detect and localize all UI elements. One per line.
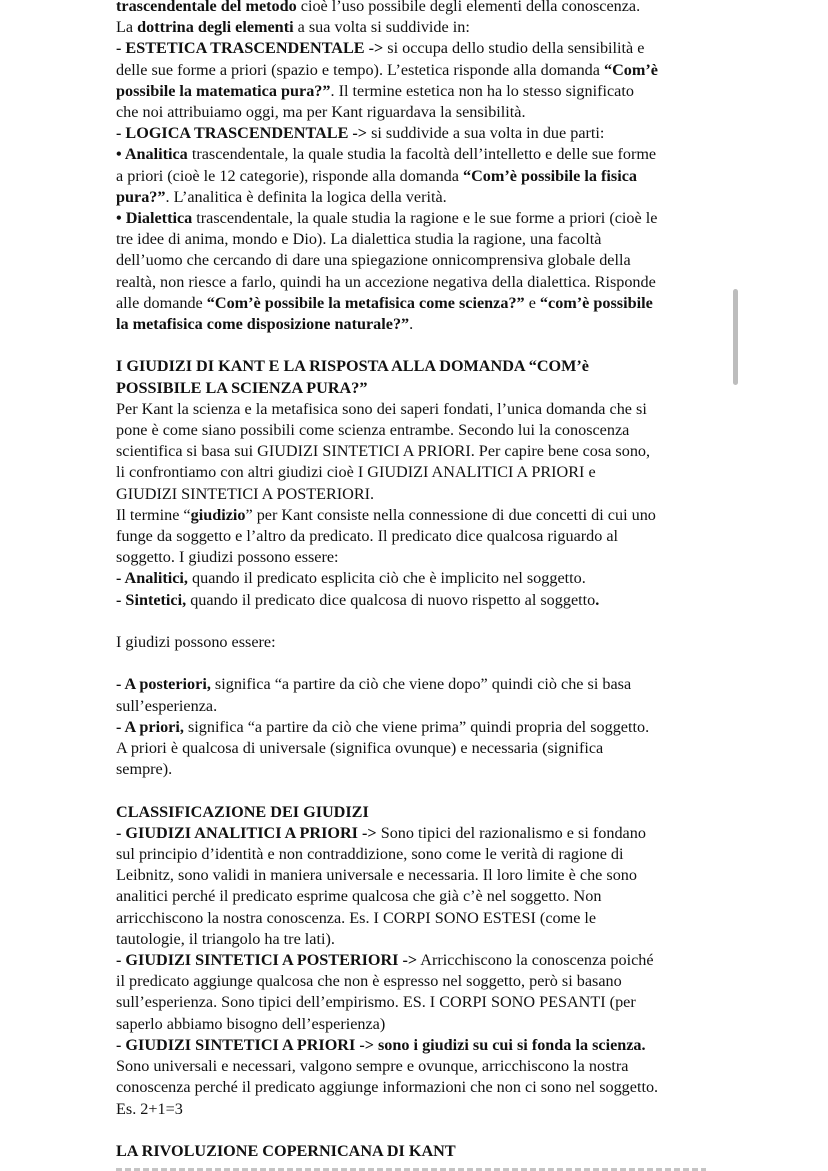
text-line (116, 208, 716, 229)
bold-term: possibile la matematica pura?” (116, 81, 331, 100)
text-line: funge da soggetto e l’altro da predicato. Il predicato dice qualcosa riguardo al (116, 527, 619, 546)
text-line (116, 293, 716, 314)
bold-term: - ESTETICA TRASCENDENTALE -> (116, 39, 384, 58)
text-line (116, 590, 716, 611)
bold-term: - GIUDIZI SINTETICI A POSTERIORI -> (116, 951, 418, 970)
document-page (116, 0, 716, 1162)
text-line: realtà, non riesce a farlo, quindi ha un accezione negativa della dialettica. Risponde (116, 272, 656, 291)
text-span: . (409, 315, 414, 334)
bold-term: - Analitici, (116, 569, 188, 588)
text-span: a priori (cioè le 12 categorie), risponde alla domanda (116, 166, 463, 185)
text-span: si occupa dello studio della sensibilità e (383, 39, 645, 58)
bold-term: pura?” (116, 187, 166, 206)
bold-term: “Com’è (604, 60, 658, 79)
text-line: Per Kant la scienza e la metafisica sono dei saperi fondati, l’unica domanda che si (116, 399, 647, 418)
bold-term: dottrina degli elementi (137, 18, 294, 37)
bold-term: - Sintetici, (116, 590, 187, 609)
text-line: soggetto. I giudizi possono essere: (116, 548, 339, 567)
text-line (116, 187, 716, 208)
text-line: Es. 2+1=3 (116, 1099, 183, 1118)
text-line: arricchiscono la nostra conoscenza. Es. I CORPI SONO ESTESI (come le (116, 908, 597, 927)
text-span: e (524, 293, 540, 312)
text-span: ” per Kant consiste nella connessione di due concetti di cui uno (245, 505, 656, 524)
text-line: scientifica si basa sui GIUDIZI SINTETICI A PRIORI. Per capire bene cosa sono, (116, 442, 651, 461)
text-line: il predicato aggiunge qualcosa che non è espresso nel soggetto, però si basano (116, 972, 622, 991)
text-line (116, 674, 716, 695)
text-line: sul principio d’identità e non contraddizione, sono come le verità di ragione di (116, 845, 624, 864)
text-line (116, 0, 716, 17)
blank-line (116, 653, 716, 674)
text-line: tautologie, il triangolo ha tre lati). (116, 929, 335, 948)
bold-term: • Dialettica (116, 209, 193, 228)
text-span: delle sue forme a priori (spazio e tempo). L’estetica risponde alla domanda (116, 60, 600, 79)
text-line: I giudizi possono essere: (116, 633, 276, 652)
text-line: analitici perché il predicato esprime qualcosa che già c’è nel soggetto. Non (116, 887, 602, 906)
text-line: A priori è qualcosa di universale (significa ovunque) e necessaria (significa (116, 739, 604, 758)
text-line (116, 314, 716, 335)
section-heading: I GIUDIZI DI KANT E LA RISPOSTA ALLA DOMANDA “COM’è (116, 357, 589, 376)
text-span: trascendentale, la quale studia la ragione e le sue forme a priori (cioè le (192, 209, 658, 228)
text-span: . L’analitica è definita la logica della verità. (165, 187, 447, 206)
text-span: cioè l’uso possibile degli elementi della conoscenza. (296, 0, 641, 15)
blank-line (116, 611, 716, 632)
bold-term: - A posteriori, (116, 675, 211, 694)
text-span: trascendentale, la quale studia la facoltà dell’intelletto e delle sue forme (187, 145, 657, 164)
text-line: sull’esperienza. Sono tipici dell’empirismo. ES. I CORPI SONO PESANTI (per (116, 993, 636, 1012)
text-line: dell’uomo che cercando di dare una spiegazione onnicomprensiva globale della (116, 251, 631, 270)
bold-term: . (595, 590, 600, 609)
text-line (116, 166, 716, 187)
text-line (116, 950, 716, 971)
text-line (116, 123, 716, 144)
blank-line (116, 780, 716, 801)
text-span: quando il predicato dice qualcosa di nuovo rispetto al soggetto (186, 590, 596, 609)
text-line (116, 60, 716, 81)
text-line (116, 144, 716, 165)
text-line: saperlo abbiamo bisogno dell’esperienza) (116, 1014, 386, 1033)
text-span: significa “a partire da ciò che viene prima” quindi propria del soggetto. (183, 717, 650, 736)
text-line: sempre). (116, 760, 173, 779)
blank-line (116, 335, 716, 356)
text-span: La (116, 18, 138, 37)
bold-term: “Com’è possibile la metafisica come scienza?” (206, 293, 525, 312)
text-line (116, 17, 716, 38)
text-span: si suddivide a sua volta in due parti: (367, 124, 605, 143)
bold-term: “Com’è possibile la fisica (463, 166, 638, 185)
text-span: Arricchiscono la conoscenza poiché (417, 951, 654, 970)
text-line (116, 38, 716, 59)
text-line: GIUDIZI SINTETICI A POSTERIORI. (116, 484, 375, 503)
text-line: Leibnitz, sono validi in maniera universale e necessaria. Il loro limite è che sono (116, 866, 637, 885)
bold-term: giudizio (190, 505, 246, 524)
section-heading: CLASSIFICAZIONE DEI GIUDIZI (116, 802, 369, 821)
blank-line (116, 1120, 716, 1141)
text-line: conoscenza perché il predicato aggiunge informazioni che non ci sono nel soggetto. (116, 1078, 659, 1097)
bold-term: - A priori, (116, 717, 184, 736)
text-span: significa “a partire da ciò che viene dopo” quindi ciò che si basa (210, 675, 632, 694)
section-heading: LA RIVOLUZIONE COPERNICANA DI KANT (116, 1141, 456, 1160)
text-line (116, 81, 716, 102)
text-line (116, 717, 716, 738)
text-line: - GIUDIZI SINTETICI A PRIORI -> sono i giudizi su cui si fonda la scienza. (116, 1035, 646, 1054)
bold-term: trascendentale del metodo (116, 0, 297, 15)
text-span: . Il termine estetica non ha lo stesso significato (330, 81, 634, 100)
bold-term: • Analitica (116, 145, 188, 164)
text-span: Il termine “ (116, 505, 191, 524)
text-line (116, 505, 716, 526)
bold-term: - GIUDIZI ANALITICI A PRIORI -> (116, 823, 377, 842)
text-line: che noi attribuiamo oggi, ma per Kant riguardava la sensibilità. (116, 103, 526, 122)
text-line: tre idee di anima, mondo e Dio). La dialettica studia la ragione, una facoltà (116, 230, 602, 249)
section-heading: POSSIBILE LA SCIENZA PURA?” (116, 378, 368, 397)
text-span: Sono tipici del razionalismo e si fondano (376, 823, 646, 842)
bold-term: “com’è possibile (539, 293, 653, 312)
text-span: a sua volta si suddivide in: (293, 18, 470, 37)
text-span: alle domande (116, 293, 207, 312)
text-line (116, 568, 716, 589)
text-line: Sono universali e necessari, valgono sempre e ovunque, arricchiscono la nostra (116, 1057, 629, 1076)
text-line: li confrontiamo con altri giudizi cioè I GIUDIZI ANALITICI A PRIORI e (116, 463, 596, 482)
text-line: pone è come siano possibili come scienza entrambe. Secondo lui la conoscenza (116, 421, 630, 440)
text-line: sull’esperienza. (116, 696, 218, 715)
bold-term: la metafisica come disposizione naturale?” (116, 315, 410, 334)
text-line (116, 823, 716, 844)
bold-term: - LOGICA TRASCENDENTALE -> (116, 124, 368, 143)
text-span: quando il predicato esplicita ciò che è implicito nel soggetto. (187, 569, 586, 588)
vertical-scrollbar[interactable] (733, 289, 738, 385)
